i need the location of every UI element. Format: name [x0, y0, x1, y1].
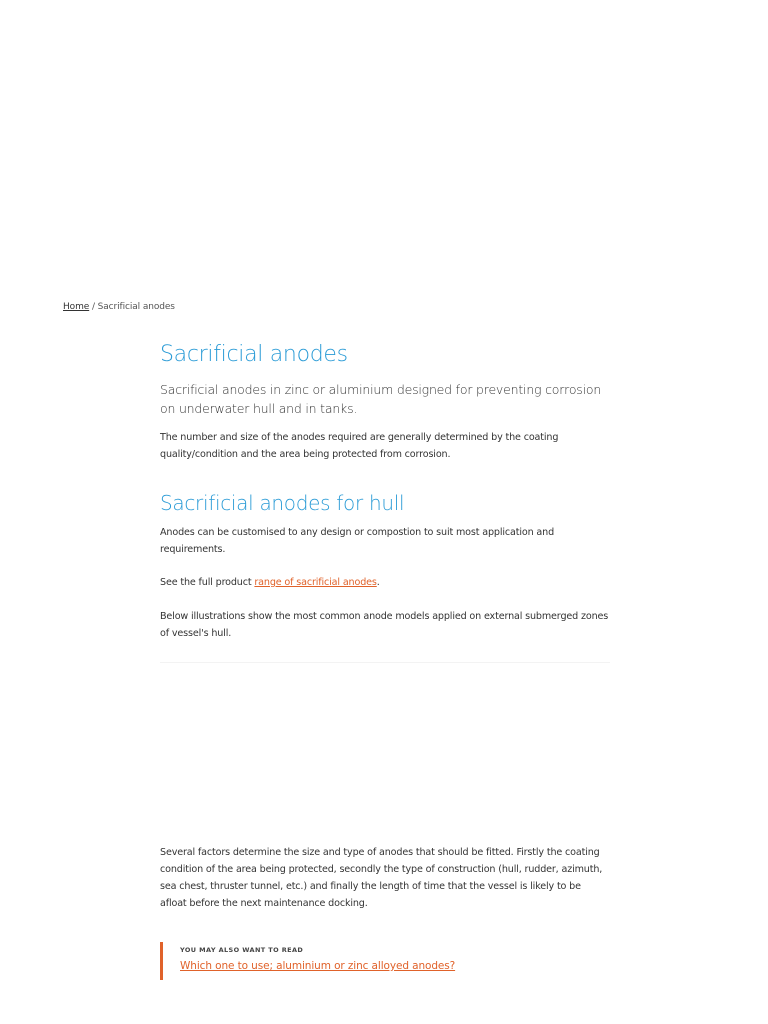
read-more-link[interactable]: Which one to use; aluminium or zinc alloyed anodes? [180, 960, 456, 972]
breadcrumb [63, 302, 175, 312]
read-more-callout [160, 942, 455, 980]
read-more-kicker: YOU MAY ALSO WANT TO READ [180, 946, 304, 954]
breadcrumb-separator: / [89, 302, 98, 312]
range-paragraph [160, 574, 380, 591]
page-title: Sacrificial anodes [160, 342, 348, 367]
range-link[interactable]: range of sacrificial anodes [254, 577, 377, 588]
factors-paragraph: Several factors determine the size and type of anodes that should be fitted. Firstly the coating condition of the area being protected, secondly the type of construction (hull, rudder, azimuth, sea chest, thruster tunnel, etc.) and finally the length of time that the vessel is likely to be afloat before the next maintenance docking. [160, 847, 603, 909]
illustrations-paragraph: Below illustrations show the most common anode models applied on external submerged zones of vessel's hull. [160, 611, 609, 639]
breadcrumb-current: Sacrificial anodes [97, 302, 175, 312]
section-title-hull: Sacrificial anodes for hull [160, 491, 405, 515]
illustrations-divider [160, 662, 610, 663]
breadcrumb-home-link[interactable]: Home [63, 302, 90, 312]
range-prefix: See the full product [160, 577, 255, 588]
range-suffix: . [376, 577, 380, 588]
customise-paragraph: Anodes can be customised to any design or compostion to suit most application and requirements. [160, 527, 555, 555]
lead-paragraph: Sacrificial anodes in zinc or aluminium designed for preventing corrosion on underwater hull and in tanks. [160, 382, 602, 416]
intro-paragraph: The number and size of the anodes required are generally determined by the coating quality/condition and the area being protected from corrosion. [160, 432, 559, 460]
main-content [160, 340, 610, 972]
